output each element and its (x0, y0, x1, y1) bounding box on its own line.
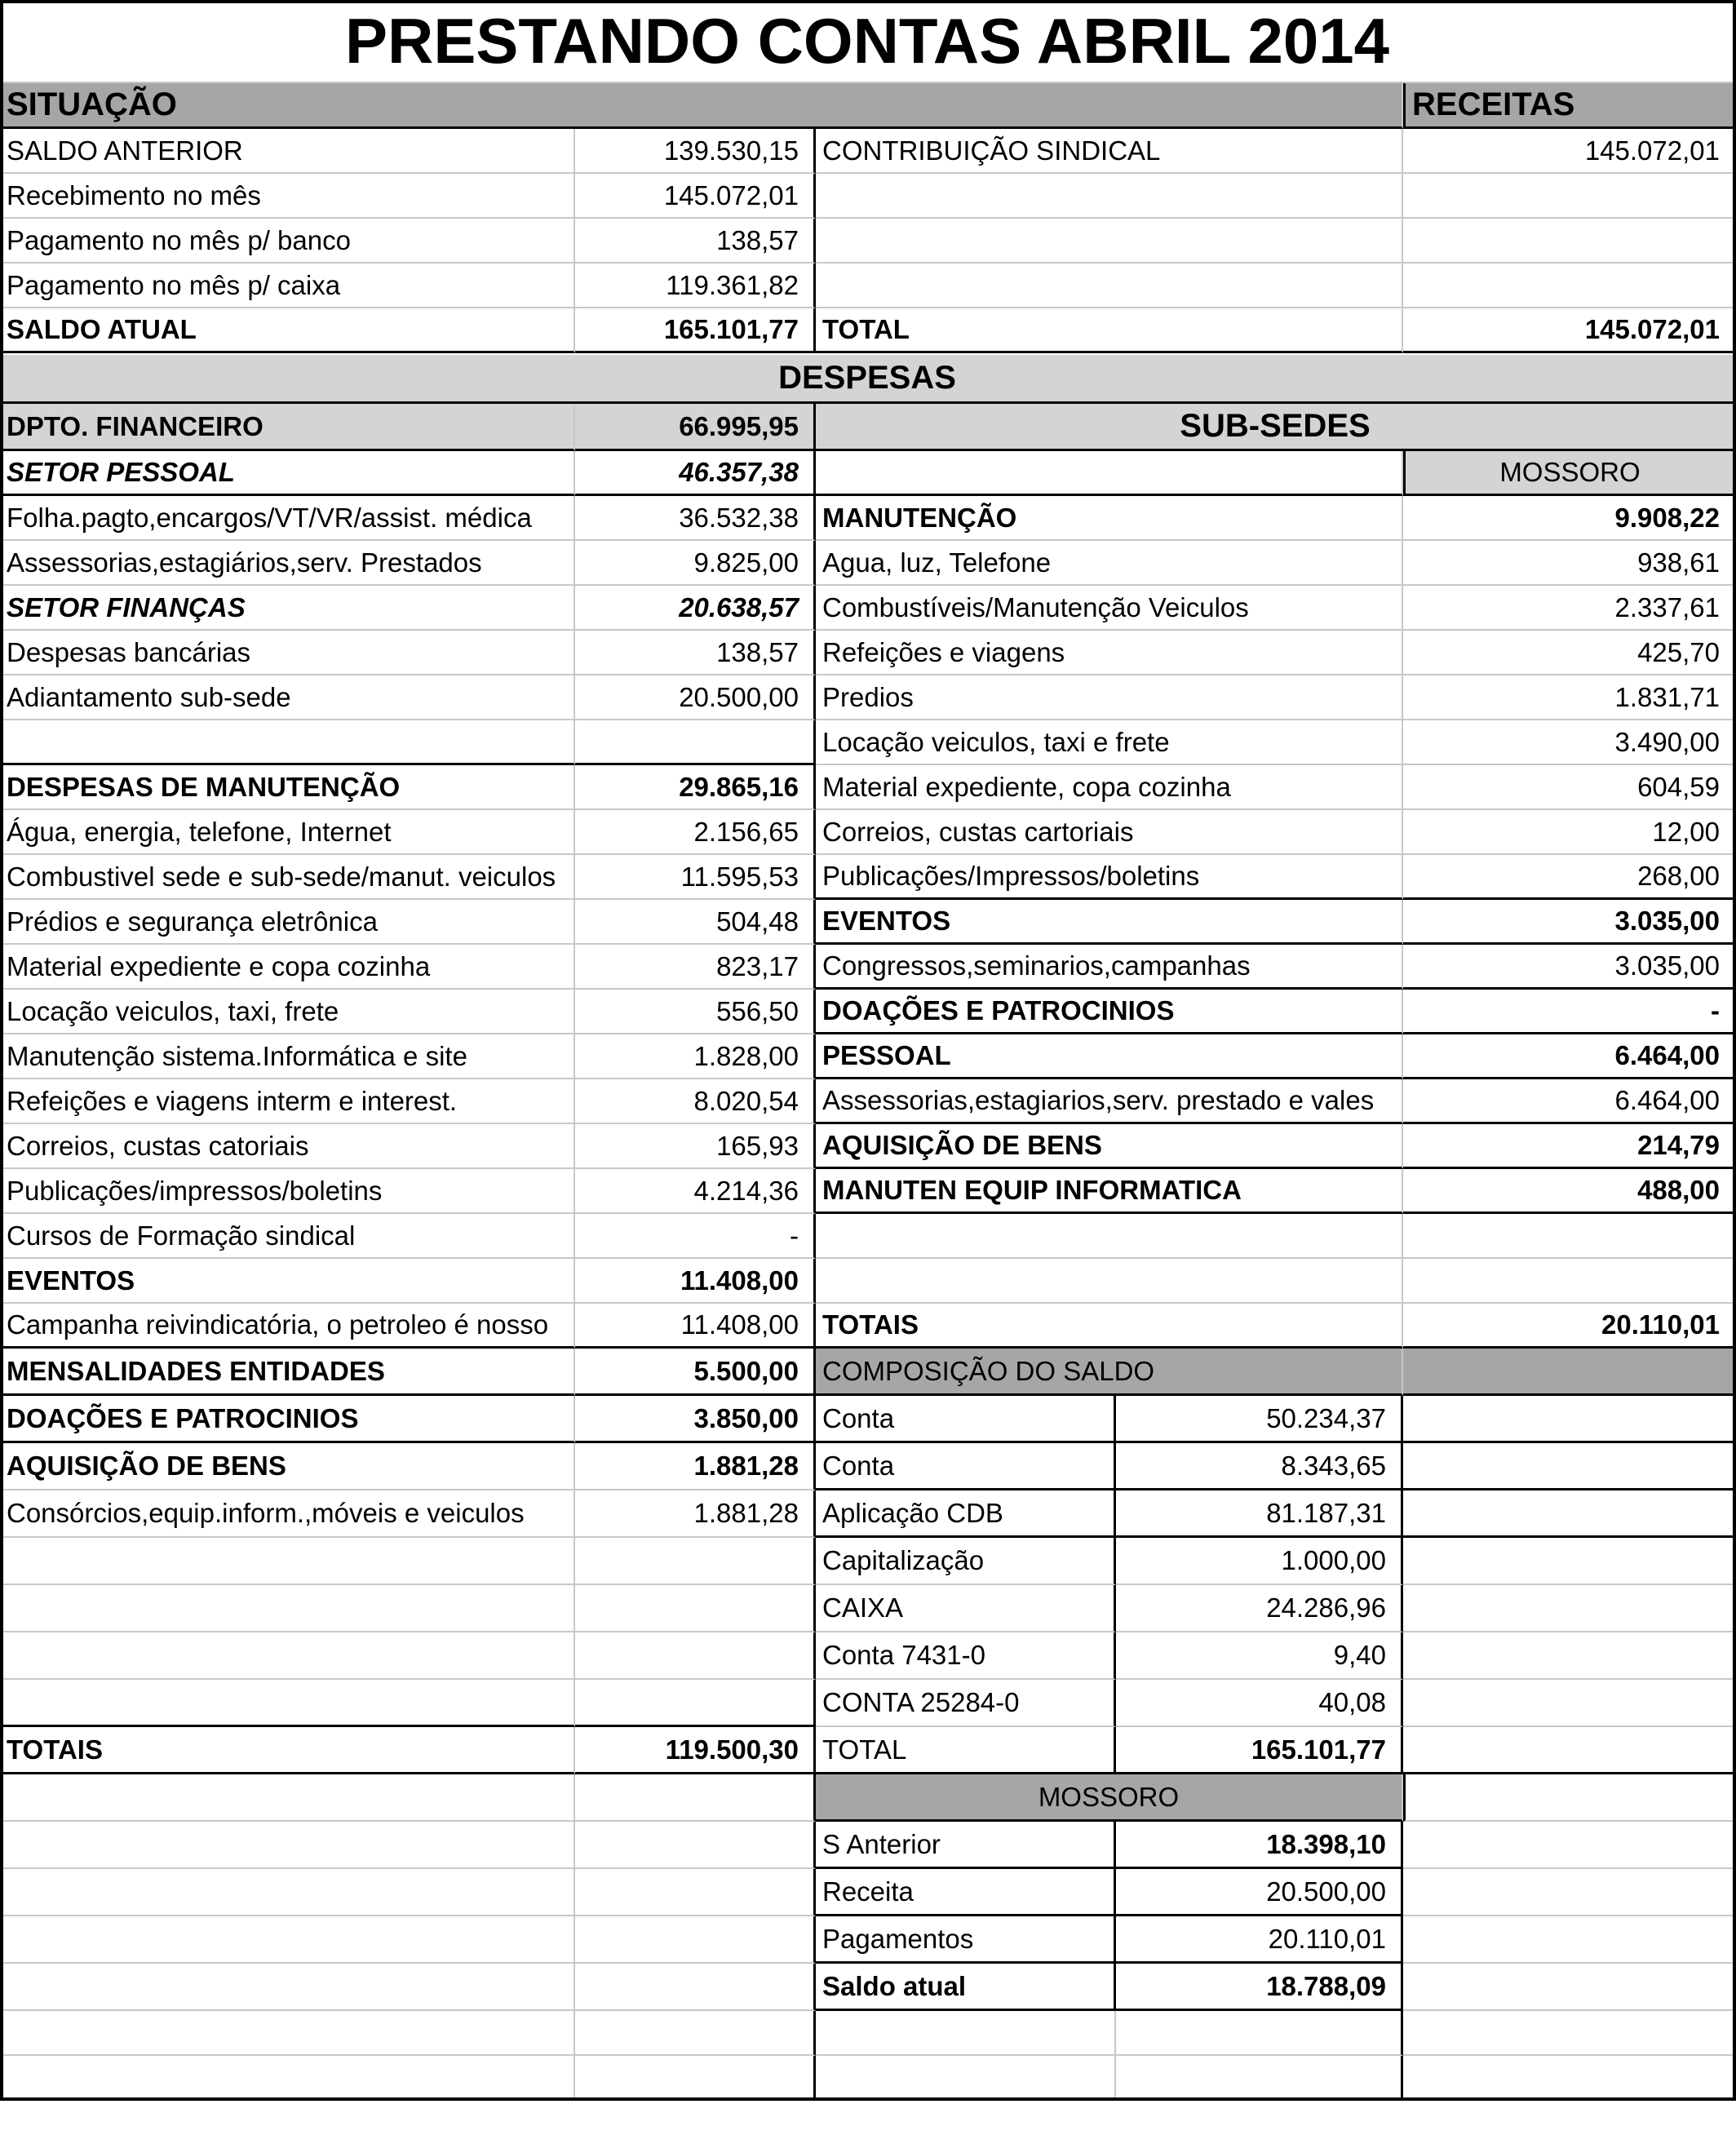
despesa-value: 11.408,00 (575, 1259, 816, 1304)
subsede-value: 938,61 (1403, 541, 1736, 586)
despesa-value: 11.595,53 (575, 855, 816, 900)
subsede-label: Locação veiculos, taxi e frete (816, 720, 1403, 765)
despesa-value (575, 720, 816, 765)
despesa-value (575, 1538, 816, 1585)
situacao-label: Pagamento no mês p/ caixa (0, 264, 575, 308)
despesa-label: Cursos de Formação sindical (0, 1214, 575, 1259)
situacao-label: SALDO ATUAL (0, 308, 575, 353)
composicao-label: CAIXA (816, 1585, 1116, 1632)
despesas-header: DESPESAS (0, 355, 1736, 404)
composicao-blank (1403, 1538, 1736, 1585)
mossoro-label: Receita (816, 1869, 1116, 1916)
subsede-label: EVENTOS (816, 900, 1403, 945)
situacao-value: 138,57 (575, 219, 816, 264)
situacao-value: 119.361,82 (575, 264, 816, 308)
despesa-label: Folha.pagto,encargos/VT/VR/assist. médica (0, 496, 575, 541)
blank (1403, 2011, 1736, 2056)
despesa-value: 66.995,95 (575, 404, 816, 451)
subsede-value: 1.831,71 (1403, 675, 1736, 720)
blank (1403, 1774, 1736, 1822)
composicao-value: 1.000,00 (1116, 1538, 1403, 1585)
subsede-label: Predios (816, 675, 1403, 720)
subsede-label: AQUISIÇÃO DE BENS (816, 1124, 1403, 1169)
despesa-label: Material expediente e copa cozinha (0, 945, 575, 990)
subsede-label: Publicações/Impressos/boletins (816, 855, 1403, 900)
despesa-label (0, 1585, 575, 1632)
despesa-value (575, 1585, 816, 1632)
blank (1116, 2011, 1403, 2056)
subsede-label: Correios, custas cartoriais (816, 810, 1403, 855)
composicao-label: Capitalização (816, 1538, 1116, 1585)
despesa-value: 1.881,28 (575, 1491, 816, 1538)
receitas-value (1403, 219, 1736, 264)
despesa-value (575, 1680, 816, 1727)
subsede-value: 3.490,00 (1403, 720, 1736, 765)
mossoro-value: 20.110,01 (1116, 1916, 1403, 1964)
receitas-label (816, 219, 1403, 264)
blank (816, 2056, 1116, 2101)
despesa-value: 1.828,00 (575, 1034, 816, 1079)
composicao-label: Conta (816, 1443, 1116, 1491)
mossoro-header: MOSSORO (816, 1774, 1403, 1822)
situacao-label: Recebimento no mês (0, 174, 575, 219)
blank (0, 1964, 575, 2011)
subsede-label (816, 1214, 1403, 1259)
receitas-header: RECEITAS (1403, 83, 1736, 129)
despesa-value: - (575, 1214, 816, 1259)
subsede-label: Refeições e viagens (816, 631, 1403, 675)
subsedes-header: SUB-SEDES (816, 404, 1736, 451)
composicao-blank (1403, 1585, 1736, 1632)
despesa-value: 2.156,65 (575, 810, 816, 855)
situacao-header: SITUAÇÃO (0, 83, 1403, 129)
subsede-value: 12,00 (1403, 810, 1736, 855)
subsede-value: 2.337,61 (1403, 586, 1736, 631)
blank (575, 1964, 816, 2011)
despesa-value: 9.825,00 (575, 541, 816, 586)
subsede-value: 268,00 (1403, 855, 1736, 900)
despesa-label: Locação veiculos, taxi, frete (0, 990, 575, 1034)
blank (575, 2011, 816, 2056)
blank (0, 1916, 575, 1964)
subsede-label: Material expediente, copa cozinha (816, 765, 1403, 810)
despesa-label: MENSALIDADES ENTIDADES (0, 1349, 575, 1396)
mossoro-value: 18.398,10 (1116, 1822, 1403, 1869)
composicao-blank (1403, 1632, 1736, 1680)
mossoro-value: 18.788,09 (1116, 1964, 1403, 2011)
blank (575, 1774, 816, 1822)
composicao-label: Conta 7431-0 (816, 1632, 1116, 1680)
composicao-value: 40,08 (1116, 1680, 1403, 1727)
despesa-value: 3.850,00 (575, 1396, 816, 1443)
blank (1403, 1822, 1736, 1869)
composicao-value: 24.286,96 (1116, 1585, 1403, 1632)
despesa-label (0, 720, 575, 765)
composicao-value: 8.343,65 (1116, 1443, 1403, 1491)
despesa-label: EVENTOS (0, 1259, 575, 1304)
subsede-value: 6.464,00 (1403, 1034, 1736, 1079)
blank (1403, 1869, 1736, 1916)
despesa-label: Água, energia, telefone, Internet (0, 810, 575, 855)
despesa-label: SETOR FINANÇAS (0, 586, 575, 631)
composicao-blank (1403, 1680, 1736, 1727)
despesa-value: 504,48 (575, 900, 816, 945)
subsede-value: 9.908,22 (1403, 496, 1736, 541)
despesa-value: 165,93 (575, 1124, 816, 1169)
composicao-value: 165.101,77 (1116, 1727, 1403, 1774)
subsede-label: TOTAIS (816, 1304, 1403, 1349)
subsede-value (1403, 1259, 1736, 1304)
despesa-value (575, 1632, 816, 1680)
despesa-label: AQUISIÇÃO DE BENS (0, 1443, 575, 1491)
subsede-label: Agua, luz, Telefone (816, 541, 1403, 586)
blank (1116, 2056, 1403, 2101)
despesa-label (0, 1680, 575, 1727)
despesa-value: 46.357,38 (575, 451, 816, 496)
despesa-value: 4.214,36 (575, 1169, 816, 1214)
despesa-value: 823,17 (575, 945, 816, 990)
despesa-label: DESPESAS DE MANUTENÇÃO (0, 765, 575, 810)
page-title: PRESTANDO CONTAS ABRIL 2014 (0, 0, 1736, 83)
composicao-label: CONTA 25284-0 (816, 1680, 1116, 1727)
composicao-blank (1403, 1443, 1736, 1491)
subsede-label: MANUTEN EQUIP INFORMATICA (816, 1169, 1403, 1214)
blank (575, 1869, 816, 1916)
despesa-label: Correios, custas catoriais (0, 1124, 575, 1169)
composicao-header-blank (1403, 1349, 1736, 1396)
despesa-value: 5.500,00 (575, 1349, 816, 1396)
despesa-value: 20.500,00 (575, 675, 816, 720)
despesa-value: 138,57 (575, 631, 816, 675)
subsede-value: 214,79 (1403, 1124, 1736, 1169)
despesa-value: 11.408,00 (575, 1304, 816, 1349)
composicao-label: Conta (816, 1396, 1116, 1443)
despesa-value: 29.865,16 (575, 765, 816, 810)
despesa-label: Assessorias,estagiários,serv. Prestados (0, 541, 575, 586)
receitas-value (1403, 264, 1736, 308)
blank (1403, 2056, 1736, 2101)
composicao-blank (1403, 1396, 1736, 1443)
despesa-value: 119.500,30 (575, 1727, 816, 1774)
subsede-label (816, 1259, 1403, 1304)
blank (575, 2056, 816, 2101)
despesa-label: SETOR PESSOAL (0, 451, 575, 496)
despesa-label: Campanha reivindicatória, o petroleo é nosso (0, 1304, 575, 1349)
despesa-label (0, 1632, 575, 1680)
receitas-value (1403, 174, 1736, 219)
despesa-label: TOTAIS (0, 1727, 575, 1774)
receitas-value: 145.072,01 (1403, 129, 1736, 174)
subsede-value: 425,70 (1403, 631, 1736, 675)
subsede-label: PESSOAL (816, 1034, 1403, 1079)
despesa-label: Refeições e viagens interm e interest. (0, 1079, 575, 1124)
despesa-label: Manutenção sistema.Informática e site (0, 1034, 575, 1079)
subsede-label: Combustíveis/Manutenção Veiculos (816, 586, 1403, 631)
blank (0, 1869, 575, 1916)
situacao-label: Pagamento no mês p/ banco (0, 219, 575, 264)
despesa-value: 20.638,57 (575, 586, 816, 631)
despesa-label: Despesas bancárias (0, 631, 575, 675)
subsede-label: DOAÇÕES E PATROCINIOS (816, 990, 1403, 1034)
subsede-value: 3.035,00 (1403, 945, 1736, 990)
blank (0, 1774, 575, 1822)
despesa-value: 36.532,38 (575, 496, 816, 541)
blank (575, 1916, 816, 1964)
receitas-label (816, 174, 1403, 219)
subsede-value: 604,59 (1403, 765, 1736, 810)
blank (1403, 1964, 1736, 2011)
despesa-value: 1.881,28 (575, 1443, 816, 1491)
subsede-label: Congressos,seminarios,campanhas (816, 945, 1403, 990)
blank (816, 2011, 1116, 2056)
mossoro-value: 20.500,00 (1116, 1869, 1403, 1916)
subsede-value: 20.110,01 (1403, 1304, 1736, 1349)
composicao-header: COMPOSIÇÃO DO SALDO (816, 1349, 1403, 1396)
receitas-value: 145.072,01 (1403, 308, 1736, 353)
subsede-value: 6.464,00 (1403, 1079, 1736, 1124)
despesa-label (0, 1538, 575, 1585)
despesa-value: 8.020,54 (575, 1079, 816, 1124)
subsede-value: 488,00 (1403, 1169, 1736, 1214)
despesa-label: Prédios e segurança eletrônica (0, 900, 575, 945)
blank (1403, 1916, 1736, 1964)
blank (575, 1822, 816, 1869)
despesa-label: DPTO. FINANCEIRO (0, 404, 575, 451)
composicao-blank (1403, 1727, 1736, 1774)
blank (0, 2011, 575, 2056)
despesa-value: 556,50 (575, 990, 816, 1034)
situacao-value: 139.530,15 (575, 129, 816, 174)
composicao-value: 81.187,31 (1116, 1491, 1403, 1538)
receitas-label: TOTAL (816, 308, 1403, 353)
composicao-label: Aplicação CDB (816, 1491, 1116, 1538)
receitas-label (816, 264, 1403, 308)
subsede-label: Assessorias,estagiarios,serv. prestado e vales (816, 1079, 1403, 1124)
situacao-label: SALDO ANTERIOR (0, 129, 575, 174)
mossoro-label: Saldo atual (816, 1964, 1116, 2011)
despesa-label: Publicações/impressos/boletins (0, 1169, 575, 1214)
despesa-label: Consórcios,equip.inform.,móveis e veiculos (0, 1491, 575, 1538)
despesa-label: Combustivel sede e sub-sede/manut. veiculos (0, 855, 575, 900)
subsedes-blank (816, 451, 1403, 496)
subsede-value: - (1403, 990, 1736, 1034)
composicao-value: 9,40 (1116, 1632, 1403, 1680)
subsede-value: 3.035,00 (1403, 900, 1736, 945)
subsedes-mossoro: MOSSORO (1403, 451, 1736, 496)
despesa-label: Adiantamento sub-sede (0, 675, 575, 720)
composicao-value: 50.234,37 (1116, 1396, 1403, 1443)
despesa-label: DOAÇÕES E PATROCINIOS (0, 1396, 575, 1443)
situacao-value: 145.072,01 (575, 174, 816, 219)
mossoro-label: Pagamentos (816, 1916, 1116, 1964)
composicao-blank (1403, 1491, 1736, 1538)
receitas-label: CONTRIBUIÇÃO SINDICAL (816, 129, 1403, 174)
blank (0, 1822, 575, 1869)
composicao-label: TOTAL (816, 1727, 1116, 1774)
subsede-label: MANUTENÇÃO (816, 496, 1403, 541)
blank (0, 2056, 575, 2101)
subsede-value (1403, 1214, 1736, 1259)
situacao-value: 165.101,77 (575, 308, 816, 353)
mossoro-label: S Anterior (816, 1822, 1116, 1869)
